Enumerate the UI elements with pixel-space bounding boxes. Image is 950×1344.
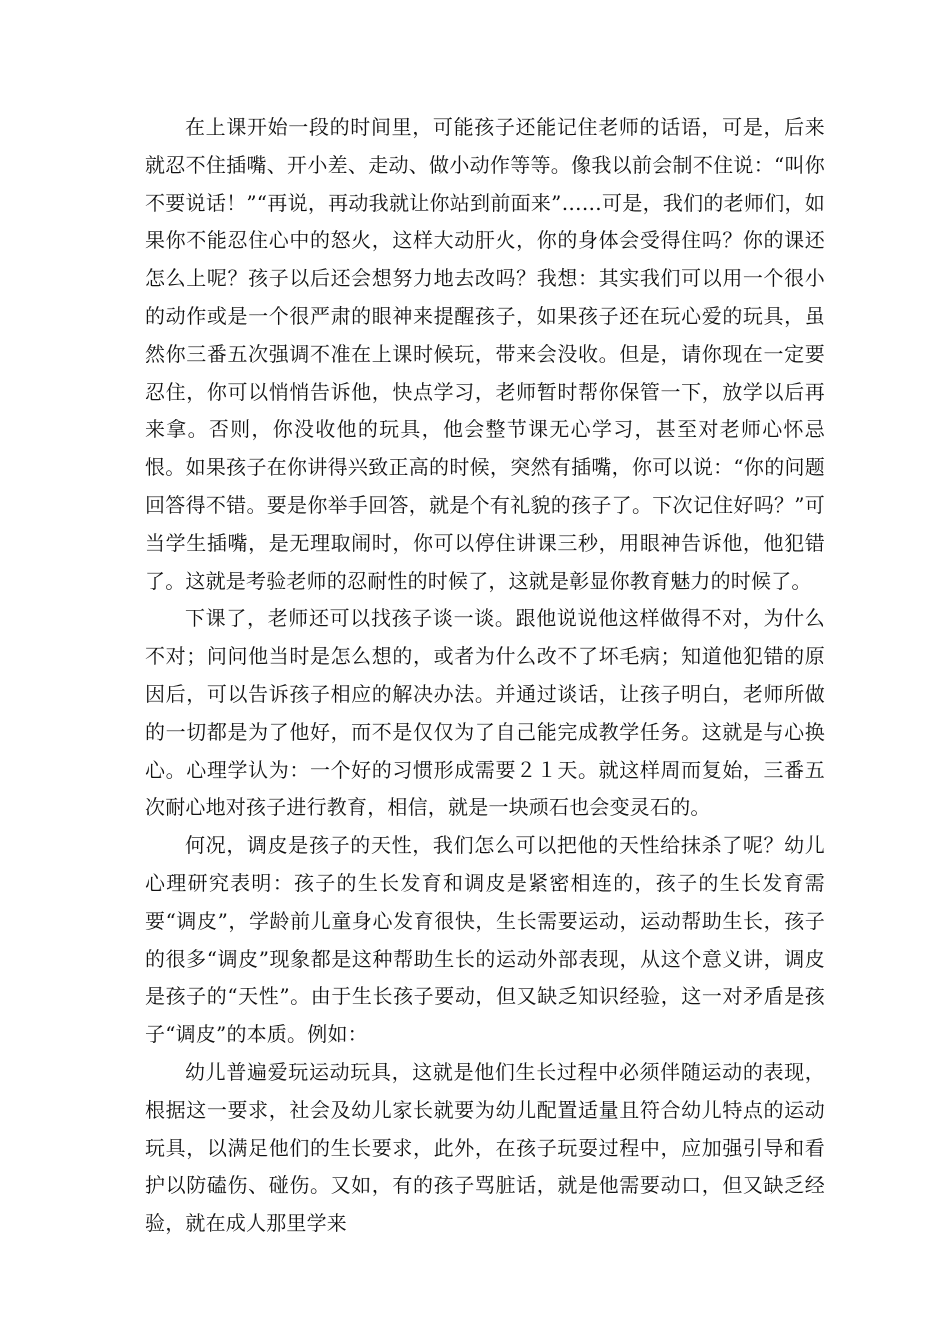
paragraph-classroom-patience: 在上课开始一段的时间里，可能孩子还能记住老师的话语，可是，后来就忍不住插嘴、开小差、走动、做小动作等等。像我以前会制不住说：“叫你不要说话！”“再说，再动我就让你站到前面来”……可是，我们的老师们，如果你不能忍住心中的怒火，这样大动肝火，你的身体会受得住吗？你的课还怎么上呢？孩子以后还会想努力地去改吗？我想：其实我们可以用一个很小的动作或是一个很严肃的眼神来提醒孩子，如果孩子还在玩心爱的玩具，虽然你三番五次强调不准在上课时候玩，带来会没收。但是，请你现在一定要忍住，你可以悄悄告诉他，快点学习，老师暂时帮你保管一下，放学以后再来拿。否则，你没收他的玩具，他会整节课无心学习，甚至对老师心怀忌恨。如果孩子在你讲得兴致正高的时候，突然有插嘴，你可以说：“你的问题回答得不错。要是你举手回答，就是个有礼貌的孩子了。下次记住好吗？”可当学生插嘴，是无理取闹时，你可以停住讲课三秒，用眼神告诉他，他犯错了。这就是考验老师的忍耐性的时候了，这就是彰显你教育魅力的时候了。 <box>145 115 825 593</box>
paragraph-after-class-talk: 下课了，老师还可以找孩子谈一谈。跟他说说他这样做得不对，为什么不对；问问他当时是怎么想的，或者为什么改不了坏毛病；知道他犯错的原因后，可以告诉孩子相应的解决办法。并通过谈话，让孩子明白，老师所做的一切都是为了他好，而不是仅仅为了自己能完成教学任务。这就是与心换心。心理学认为：一个好的习惯形成需要２１天。就这样周而复始，三番五次耐心地对孩子进行教育，相信，就是一块顽石也会变灵石的。 <box>145 606 825 820</box>
paragraph-naughtiness-nature: 何况，调皮是孩子的天性，我们怎么可以把他的天性给抹杀了呢？幼儿心理研究表明：孩子的生长发育和调皮是紧密相连的，孩子的生长发育需要“调皮”，学龄前儿童身心发育很快，生长需要运动，运动帮助生长，孩子的很多“调皮”现象都是这种帮助生长的运动外部表现，从这个意义讲，调皮是孩子的“天性”。由于生长孩子要动，但又缺乏知识经验，这一对矛盾是孩子“调皮”的本质。例如： <box>145 833 825 1047</box>
paragraph-sports-toys: 幼儿普遍爱玩运动玩具，这就是他们生长过程中必须伴随运动的表现，根据这一要求，社会及幼儿家长就要为幼儿配置适量且符合幼儿特点的运动玩具，以满足他们的生长要求，此外，在孩子玩耍过程中，应加强引导和看护以防磕伤、碰伤。又如，有的孩子骂脏话，就是他需要动口，但又缺乏经验，就在成人那里学来 <box>145 1059 825 1236</box>
